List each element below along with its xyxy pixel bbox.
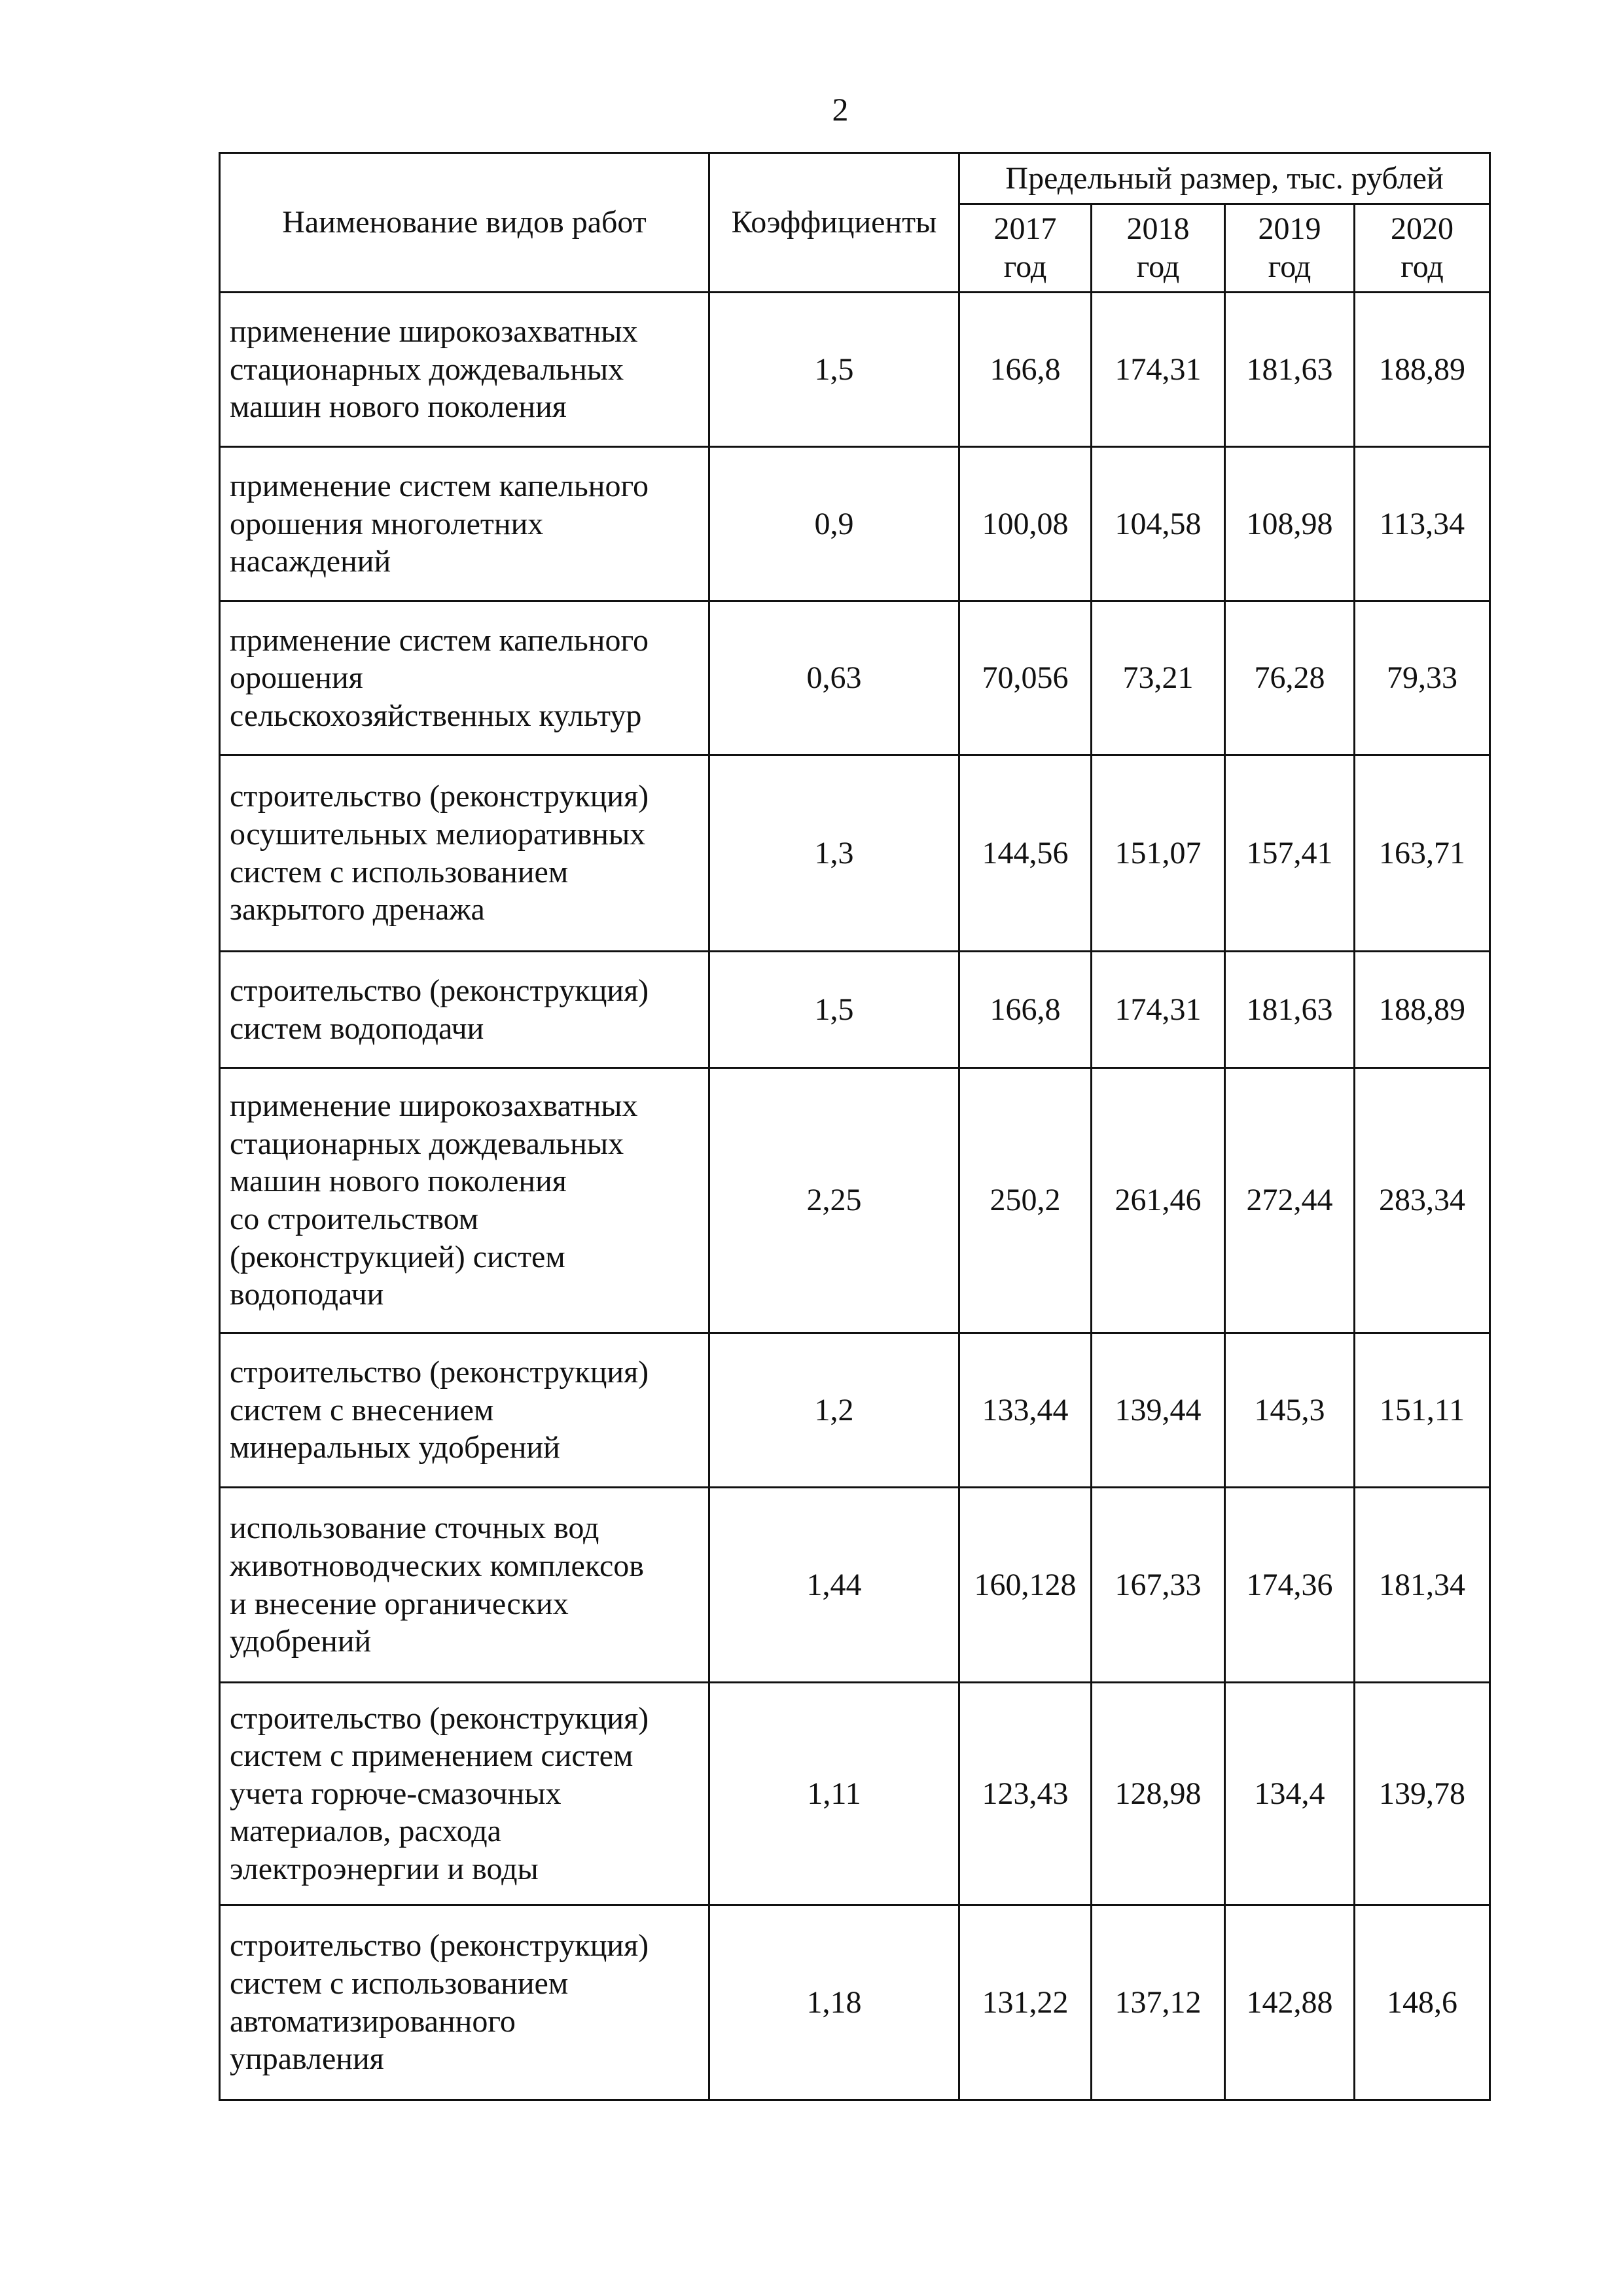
value-2020: 188,89 (1355, 293, 1490, 447)
value-2019: 181,63 (1225, 293, 1355, 447)
table-row (220, 952, 1490, 1068)
value-2017: 100,08 (959, 447, 1092, 601)
table-row (220, 293, 1490, 447)
table-row (220, 601, 1490, 755)
work-name: применение широкозахватных стационарных дождевальных машин нового поколения со строительством (реконструкцией) систем водоподачи (220, 1068, 709, 1333)
value-2019: 181,63 (1225, 952, 1355, 1068)
table-row (220, 1333, 1490, 1488)
value-2017: 166,8 (959, 952, 1092, 1068)
coef-cell: 1,44 (709, 1488, 959, 1683)
work-name: применение систем капельного орошения многолетних насаждений (220, 447, 709, 601)
table-row (220, 1683, 1490, 1905)
header-row (220, 153, 1490, 204)
table-row (220, 755, 1490, 952)
header-year-2017: 2017 год (959, 204, 1092, 293)
coef-cell: 2,25 (709, 1068, 959, 1333)
work-name: строительство (реконструкция) систем с применением систем учета горюче-смазочных материалов, расхода электроэнергии и воды (220, 1683, 709, 1905)
coef-cell: 0,63 (709, 601, 959, 755)
value-2019: 108,98 (1225, 447, 1355, 601)
value-2018: 139,44 (1092, 1333, 1225, 1488)
work-name: строительство (реконструкция) систем водоподачи (220, 952, 709, 1068)
page-number: 2 (832, 91, 849, 128)
header-limit: Предельный размер, тыс. рублей (959, 153, 1490, 204)
header-year-2020: 2020 год (1355, 204, 1490, 293)
work-name: использование сточных вод животноводческих комплексов и внесение органических удобрений (220, 1488, 709, 1683)
value-2018: 151,07 (1092, 755, 1225, 952)
value-2018: 261,46 (1092, 1068, 1225, 1333)
value-2020: 139,78 (1355, 1683, 1490, 1905)
value-2017: 144,56 (959, 755, 1092, 952)
value-2018: 167,33 (1092, 1488, 1225, 1683)
table-row (220, 1905, 1490, 2100)
value-2017: 166,8 (959, 293, 1092, 447)
header-name: Наименование видов работ (220, 153, 709, 293)
value-2019: 272,44 (1225, 1068, 1355, 1333)
coef-cell: 1,5 (709, 952, 959, 1068)
coef-cell: 1,3 (709, 755, 959, 952)
value-2020: 148,6 (1355, 1905, 1490, 2100)
value-2018: 104,58 (1092, 447, 1225, 601)
value-2019: 157,41 (1225, 755, 1355, 952)
header-year-2018: 2018 год (1092, 204, 1225, 293)
value-2019: 76,28 (1225, 601, 1355, 755)
coef-cell: 1,2 (709, 1333, 959, 1488)
works-table (219, 152, 1491, 2101)
coef-cell: 1,18 (709, 1905, 959, 2100)
table-row (220, 1488, 1490, 1683)
work-name: строительство (реконструкция) систем с внесением минеральных удобрений (220, 1333, 709, 1488)
value-2017: 123,43 (959, 1683, 1092, 1905)
value-2017: 70,056 (959, 601, 1092, 755)
value-2019: 142,88 (1225, 1905, 1355, 2100)
coef-cell: 0,9 (709, 447, 959, 601)
value-2020: 151,11 (1355, 1333, 1490, 1488)
value-2018: 174,31 (1092, 293, 1225, 447)
coef-cell: 1,5 (709, 293, 959, 447)
value-2017: 131,22 (959, 1905, 1092, 2100)
value-2020: 283,34 (1355, 1068, 1490, 1333)
value-2018: 174,31 (1092, 952, 1225, 1068)
work-name: применение широкозахватных стационарных дождевальных машин нового поколения (220, 293, 709, 447)
work-name: строительство (реконструкция) осушительных мелиоративных систем с использованием закрытого дренажа (220, 755, 709, 952)
value-2018: 73,21 (1092, 601, 1225, 755)
value-2017: 250,2 (959, 1068, 1092, 1333)
work-name: применение систем капельного орошения сельскохозяйственных культур (220, 601, 709, 755)
table-row (220, 1068, 1490, 1333)
value-2020: 188,89 (1355, 952, 1490, 1068)
value-2019: 145,3 (1225, 1333, 1355, 1488)
value-2019: 134,4 (1225, 1683, 1355, 1905)
value-2020: 163,71 (1355, 755, 1490, 952)
work-name: строительство (реконструкция) систем с использованием автоматизированного управления (220, 1905, 709, 2100)
value-2020: 79,33 (1355, 601, 1490, 755)
value-2020: 113,34 (1355, 447, 1490, 601)
header-coef: Коэффициенты (709, 153, 959, 293)
value-2017: 160,128 (959, 1488, 1092, 1683)
value-2019: 174,36 (1225, 1488, 1355, 1683)
coef-cell: 1,11 (709, 1683, 959, 1905)
value-2020: 181,34 (1355, 1488, 1490, 1683)
value-2018: 128,98 (1092, 1683, 1225, 1905)
table-row (220, 447, 1490, 601)
value-2018: 137,12 (1092, 1905, 1225, 2100)
header-year-2019: 2019 год (1225, 204, 1355, 293)
value-2017: 133,44 (959, 1333, 1092, 1488)
